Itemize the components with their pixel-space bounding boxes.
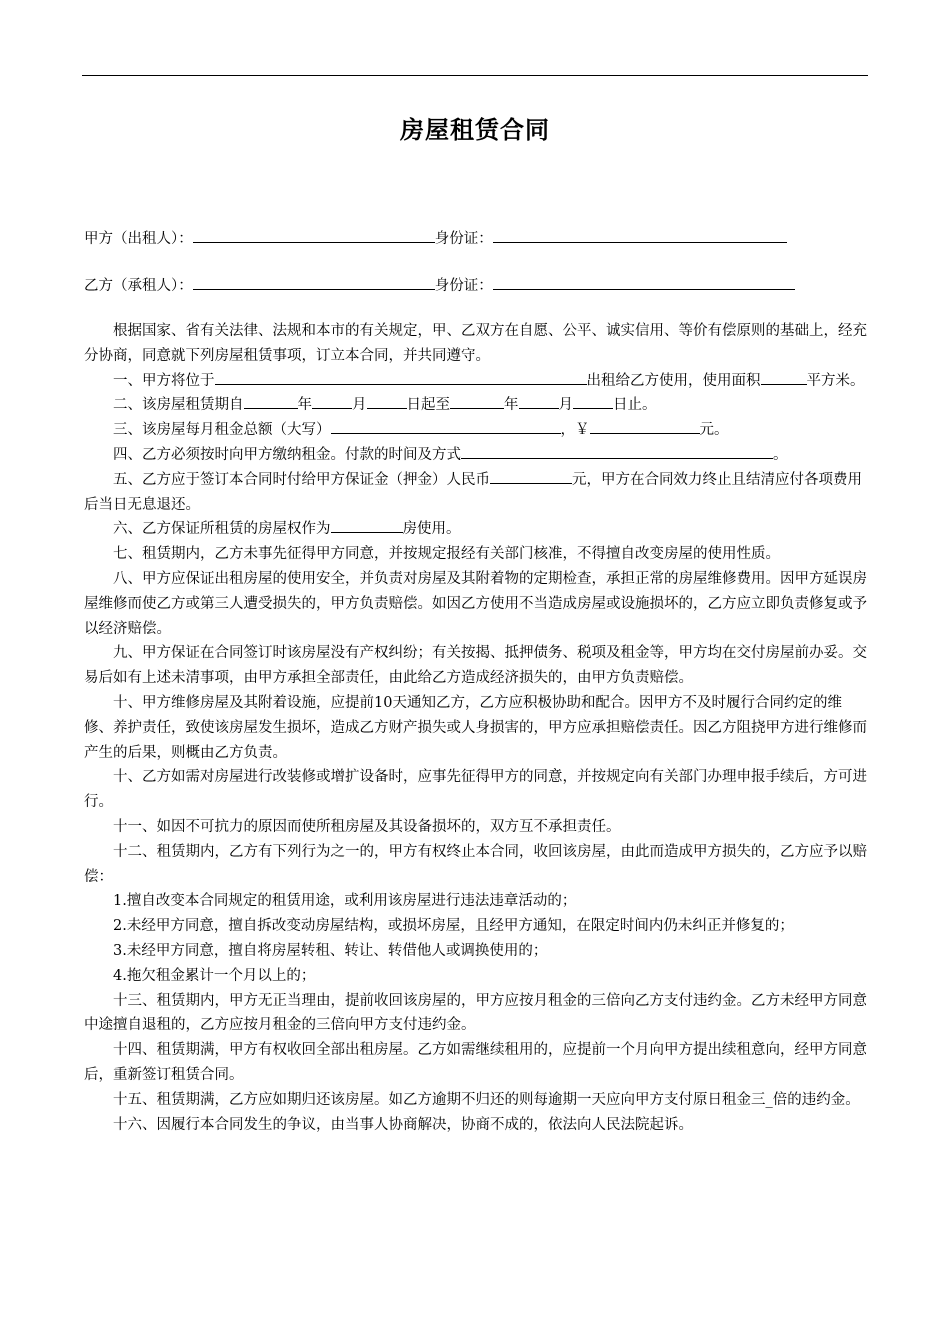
clause-3-text-c: 元。 [699, 422, 729, 439]
clause-4 [84, 443, 870, 468]
clause-3 [84, 418, 870, 443]
clause-5-text-b: 元，甲方在合同效力终止且结清应付各项费用后当日无息退还。 [84, 471, 862, 513]
clause-16: 十六、因履行本合同发生的争议，由当事人协商解决，协商不成的，依法向人民法院起诉。 [113, 1116, 693, 1133]
start-year-blank [244, 393, 298, 409]
page-title: 房屋租赁合同 [400, 116, 550, 144]
clause-6-text-b: 房使用。 [402, 521, 461, 538]
end-year-blank [450, 393, 504, 409]
party-a-id-blank [493, 226, 787, 243]
clause-2-year1: 年 [297, 397, 312, 414]
clause-2-day2: 日止。 [613, 397, 657, 414]
clause-10b: 十、乙方如需对房屋进行改装修或增扩设备时，应事先征得甲方的同意，并按规定向有关部门办理申报手续后，方可进行。 [84, 769, 867, 811]
start-day-blank [367, 393, 407, 409]
intro-paragraph: 根据国家、省有关法律、法规和本市的有关规定，甲、乙双方在自愿、公平、诚实信用、等价有偿原则的基础上，经充分协商，同意就下列房屋租赁事项，订立本合同，并共同遵守。 [84, 323, 867, 364]
clause-1 [84, 369, 870, 394]
party-b-label: 乙方（承租人）： [84, 278, 193, 294]
contract-body [84, 319, 870, 1137]
clause-12-item: 2.未经甲方同意，擅自拆改变动房屋结构，或损坏房屋，且经甲方通知，在限定时间内仍未纠正并修复的； [113, 918, 794, 935]
clause-3-text-b: ，￥ [560, 422, 590, 439]
start-month-blank [312, 393, 352, 409]
party-a-name-blank [193, 226, 435, 243]
party-a-id-label: 身份证： [434, 231, 493, 247]
clause-12-item: 1.擅自改变本合同规定的租赁用途，或利用该房屋进行违法违章活动的； [113, 893, 577, 910]
clause-6 [84, 517, 870, 542]
clause-5 [84, 468, 870, 518]
party-b-id-blank [493, 273, 795, 290]
clause-1-text-a: 一、甲方将位于 [113, 372, 215, 389]
payment-method-blank [461, 443, 773, 459]
clause-15: 十五、租赁期满，乙方应如期归还该房屋。如乙方逾期不归还的则每逾期一天应向甲方支付原日租金三_倍的违约金。 [113, 1091, 860, 1108]
clause-14: 十四、租赁期满，甲方有权收回全部出租房屋。乙方如需继续租用的，应提前一个月向甲方提出续租意向，经甲方同意后，重新签订租赁合同。 [84, 1042, 867, 1083]
rent-words-blank [331, 418, 561, 434]
clause-10: 十、甲方维修房屋及其附着设施，应提前10天通知乙方，乙方应积极协助和配合。因甲方不及时履行合同约定的维修、养护责任，致使该房屋发生损坏，造成乙方财产损失或人身损害的，甲方应承担赔偿责任。因乙方阻挠甲方进行维修而产生的后果，则概由乙方负责。 [84, 694, 867, 761]
clause-2 [84, 393, 870, 418]
clause-1-text-c: 平方米。 [806, 372, 865, 389]
clause-12: 十二、租赁期内，乙方有下列行为之一的，甲方有权终止本合同，收回该房屋，由此而造成甲方损失的，乙方应予以赔偿： [84, 843, 867, 885]
clause-9: 九、甲方保证在合同签订时该房屋没有产权纠纷；有关按揭、抵押债务、税项及租金等，甲方均在交付房屋前办妥。交易后如有上述未清事项，由甲方承担全部责任，由此给乙方造成经济损失的，由甲方负责赔偿。 [84, 645, 867, 687]
party-a-line [84, 226, 787, 248]
party-b-line [84, 273, 795, 295]
clause-5-text-a: 五、乙方应于签订本合同时付给甲方保证金（押金）人民币 [113, 471, 490, 488]
clause-13: 十三、租赁期内，甲方无正当理由，提前收回该房屋的，甲方应按月租金的三倍向乙方支付违约金。乙方未经甲方同意中途擅自退租的，乙方应按月租金的三倍向甲方支付违约金。 [84, 992, 867, 1034]
header-rule [82, 75, 868, 76]
clause-4-text-a: 四、乙方必须按时向甲方缴纳租金。付款的时间及方式 [113, 446, 461, 463]
clause-3-text-a: 三、该房屋每月租金总额（大写） [113, 422, 331, 439]
clause-12-item: 3.未经甲方同意，擅自将房屋转租、转让、转借他人或调换使用的； [113, 942, 548, 959]
clause-2-month2: 月 [558, 397, 573, 414]
party-a-label: 甲方（出租人）： [84, 231, 193, 247]
clause-2-text-a: 二、该房屋租赁期自 [113, 397, 244, 414]
end-day-blank [573, 393, 613, 409]
clause-7: 七、租赁期内，乙方未事先征得甲方同意，并按规定报经有关部门核准，不得擅自改变房屋的使用性质。 [113, 546, 780, 563]
deposit-blank [490, 468, 572, 484]
clause-4-text-b: 。 [773, 446, 788, 463]
usage-blank [331, 517, 403, 533]
location-blank [215, 369, 587, 385]
party-b-id-label: 身份证： [434, 278, 493, 294]
end-month-blank [519, 393, 559, 409]
clause-2-year2: 年 [504, 397, 519, 414]
clause-2-day1: 日起至 [406, 397, 450, 414]
clause-12-item: 4.拖欠租金累计一个月以上的； [113, 967, 316, 984]
clause-6-text-a: 六、乙方保证所租赁的房屋权作为 [113, 521, 331, 538]
rent-amount-blank [590, 418, 700, 434]
clause-11: 十一、如因不可抗力的原因而使所租房屋及其设备损坏的，双方互不承担责任。 [113, 818, 621, 835]
party-b-name-blank [193, 273, 435, 290]
clause-2-month1: 月 [352, 397, 367, 414]
clause-8: 八、甲方应保证出租房屋的使用安全，并负责对房屋及其附着物的定期检查，承担正常的房屋维修费用。因甲方延误房屋维修而使乙方或第三人遭受损失的，甲方负责赔偿。如因乙方使用不当造成房屋或设施损坏的，乙方应立即负责修复或予以经济赔偿。 [84, 570, 867, 637]
area-blank [761, 369, 807, 385]
clause-1-text-b: 出租给乙方使用，使用面积 [586, 372, 761, 389]
